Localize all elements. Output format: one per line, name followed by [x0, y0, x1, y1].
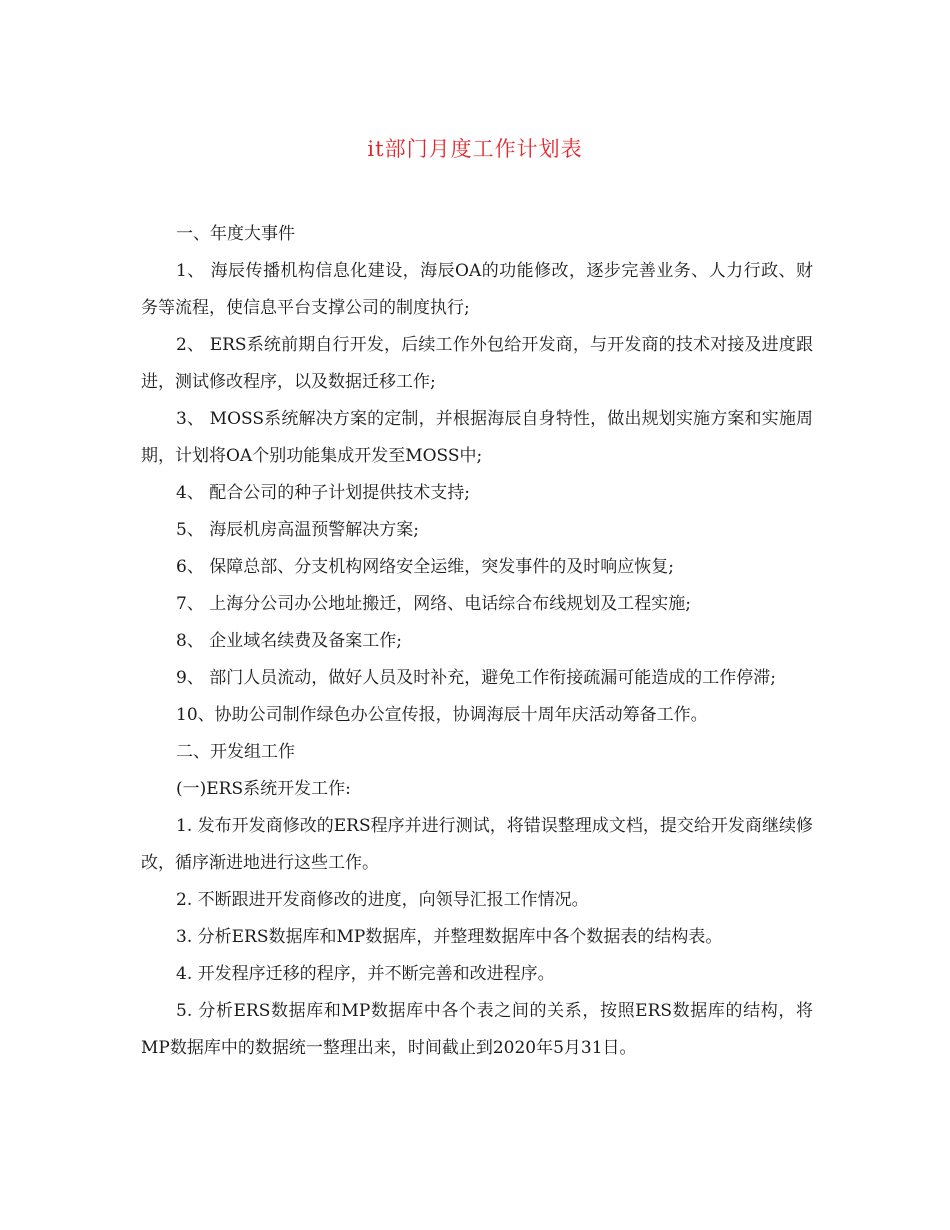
list-item: 2、 ERS系统前期自行开发，后续工作外包给开发商，与开发商的技术对接及进度跟进，测试修改程序，以及数据迁移工作; — [141, 335, 813, 392]
list-item: 1、 海辰传播机构信息化建设，海辰OA的功能修改，逐步完善业务、人力行政、财务等流程，使信息平台支撑公司的制度执行; — [141, 261, 813, 318]
list-item: 3、 MOSS系统解决方案的定制，并根据海辰自身特性，做出规划实施方案和实施周期，计划将OA个别功能集成开发至MOSS中; — [141, 409, 813, 466]
list-item: 6、 保障总部、分支机构网络安全运维，突发事件的及时响应恢复; — [176, 557, 674, 577]
document-title: it部门月度工作计划表 — [367, 137, 583, 161]
list-item: 8、 企业域名续费及备案工作; — [176, 631, 402, 651]
section-heading: 二、开发组工作 — [176, 742, 295, 762]
subsection-heading: (一)ERS系统开发工作: — [176, 779, 351, 799]
list-item: 5、 海辰机房高温预警解决方案; — [176, 520, 419, 540]
list-item: 1. 发布开发商修改的ERS程序并进行测试，将错误整理成文档，提交给开发商继续修改，循序渐进地进行这些工作。 — [141, 816, 813, 873]
list-item: 3. 分析ERS数据库和MP数据库，并整理数据库中各个数据表的结构表。 — [176, 927, 723, 947]
list-item: 4. 开发程序迁移的程序，并不断完善和改进程序。 — [176, 964, 555, 984]
list-item: 2. 不断跟进开发商修改的进度，向领导汇报工作情况。 — [176, 890, 589, 910]
list-item: 5. 分析ERS数据库和MP数据库中各个表之间的关系，按照ERS数据库的结构，将MP数据库中的数据统一整理出来，时间截止到2020年5月31日。 — [141, 1001, 813, 1058]
list-item: 4、 配合公司的种子计划提供技术支持; — [176, 483, 470, 503]
list-item: 10、协助公司制作绿色办公宣传报，协调海辰十周年庆活动筹备工作。 — [176, 705, 708, 725]
section-heading: 一、年度大事件 — [176, 224, 295, 244]
list-item: 9、 部门人员流动，做好人员及时补充，避免工作衔接疏漏可能造成的工作停滞; — [176, 668, 776, 688]
list-item: 7、 上海分公司办公地址搬迁，网络、电话综合布线规划及工程实施; — [176, 594, 691, 614]
document-body — [141, 216, 813, 1067]
